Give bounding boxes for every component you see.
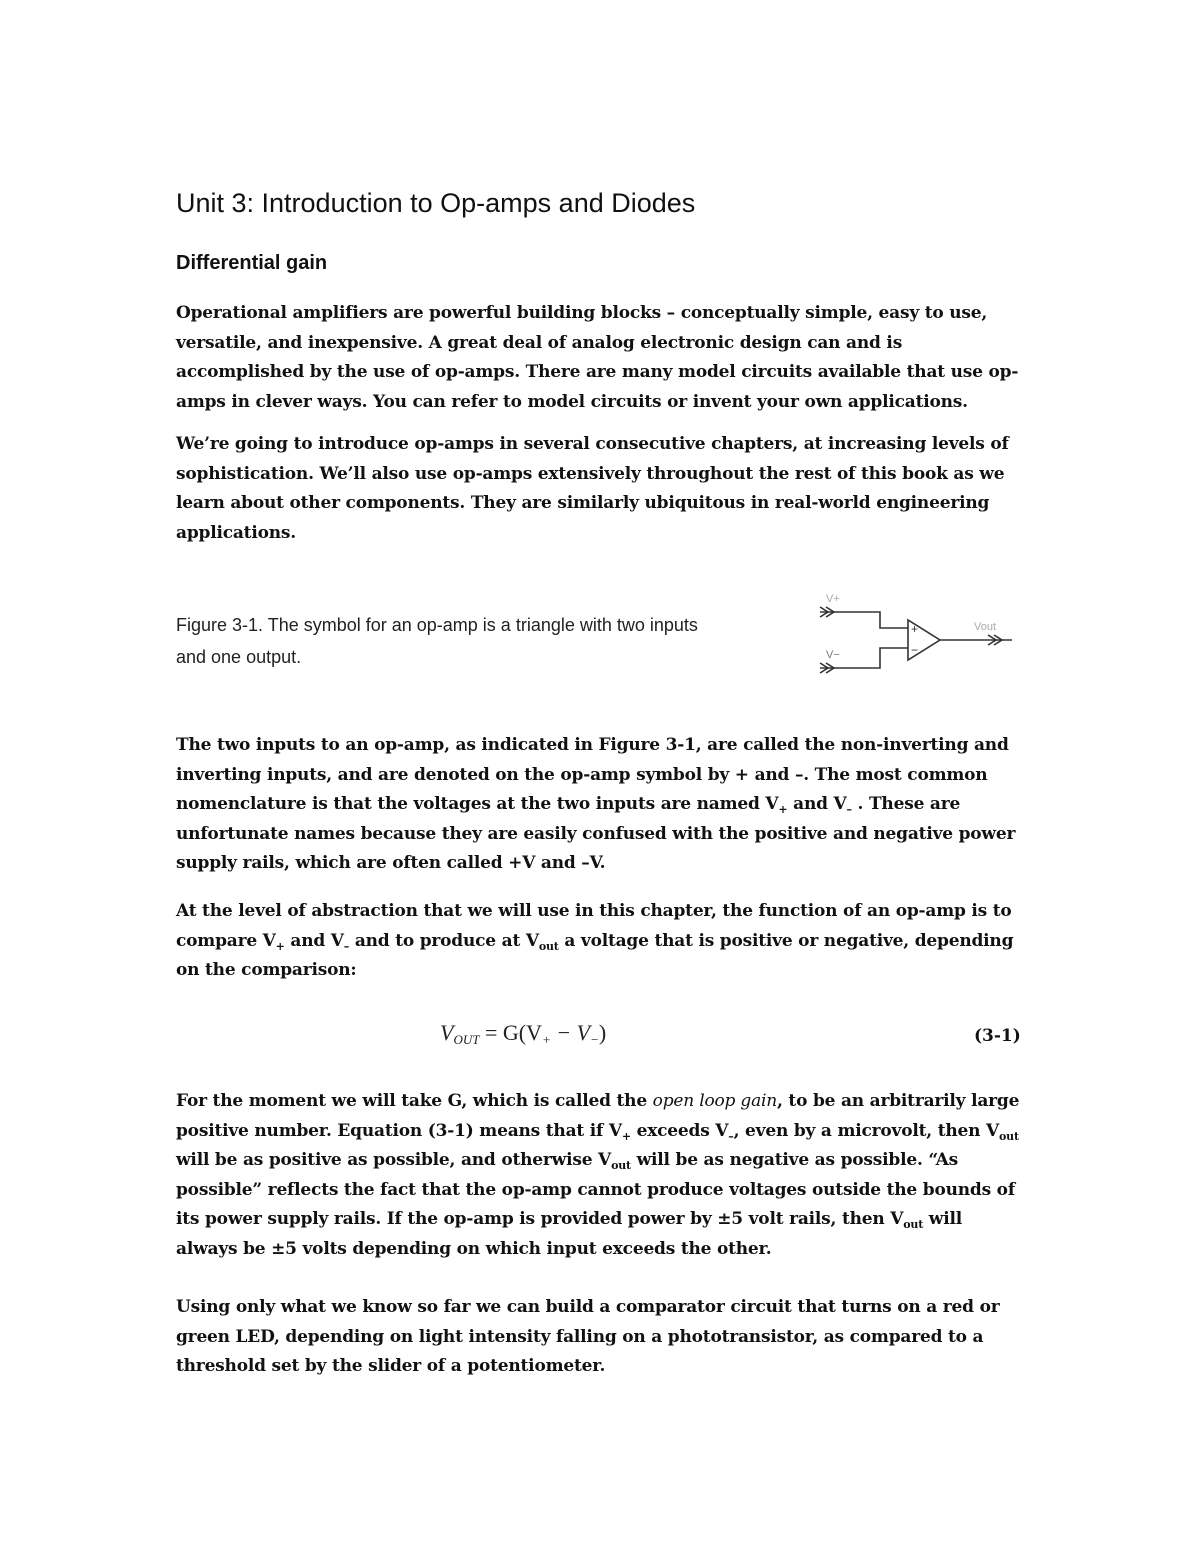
vplus-wire [820,612,908,628]
equation-number: (3-1) [974,1026,1021,1046]
vout-label: Vout [974,621,997,633]
minus-sign: − [911,643,919,657]
section-heading: Differential gain [176,252,328,274]
op-amp-symbol-diagram [812,588,1022,683]
plus-sign: + [911,622,919,636]
paragraph-abstraction: At the level of abstraction that we will use in this chapter, the function of an op-amp is to compare $V_+$ and $V_-$ and to produce at $V_{out}$ a voltage that is positive or negative, depending on the comparison: [176,901,1014,980]
paragraph-chapters: We’re going to introduce op-amps in several consecutive chapters, at increasing levels of sophistication. We’ll also use op-amps extensively throughout the rest of this book as we learn about other components. They are similarly ubiquitous in real-world engineering applications. [176,434,1009,543]
paragraph-comparator: Using only what we know so far we can build a comparator circuit that turns on a red or green LED, depending on light intensity falling on a phototransistor, as compared to a threshold set by the slider of a potentiometer. [176,1297,1000,1376]
equation-3-1: $V_{OUT} = G(V_+ - V_-)$ [440,1020,607,1047]
figure-caption: Figure 3-1. The symbol for an op-amp is a triangle with two inputs and one output. [176,615,698,667]
paragraph-intro: Operational amplifiers are powerful building blocks – conceptually simple, easy to use, versatile, and inexpensive. A great deal of analog electronic design can and is accomplished by the use of op-amps. There are many model circuits available that use op-amps in clever ways. You can refer to model circuits or invent your own applications. [176,303,1019,412]
paragraph-open-loop-gain: For the moment we will take G, which is called the open loop gain, to be an arbitrarily large positive number. Equation (3-1) means that if $V_+$ exceeds $V_-$, even by a microvolt, then $V_{out}$ will be as positive as possible, and otherwise $V_{out}$ will be as negative as possible. “As possible” reflects the fact that the op-amp cannot produce voltages outside the bounds of its power supply rails. If the op-amp is provided power by ±5 volt rails, then $V_{out}$ will always be ±5 volts depending on which input exceeds the other. [176,1091,1020,1259]
page-title: Unit 3: Introduction to Op-amps and Diodes [176,188,696,218]
vplus-label: V+ [826,593,840,605]
vminus-label: V− [826,649,840,661]
paragraph-inputs: The two inputs to an op-amp, as indicated in Figure 3-1, are called the non-inverting and inverting inputs, and are denoted on the op-amp symbol by + and –. The most common nomenclature is that the voltages at the two inputs are named $V_+$ and $V_-$ . These are unfortunate names because they are easily confused with the positive and negative power supply rails, which are often called +V and –V. [176,735,1016,873]
